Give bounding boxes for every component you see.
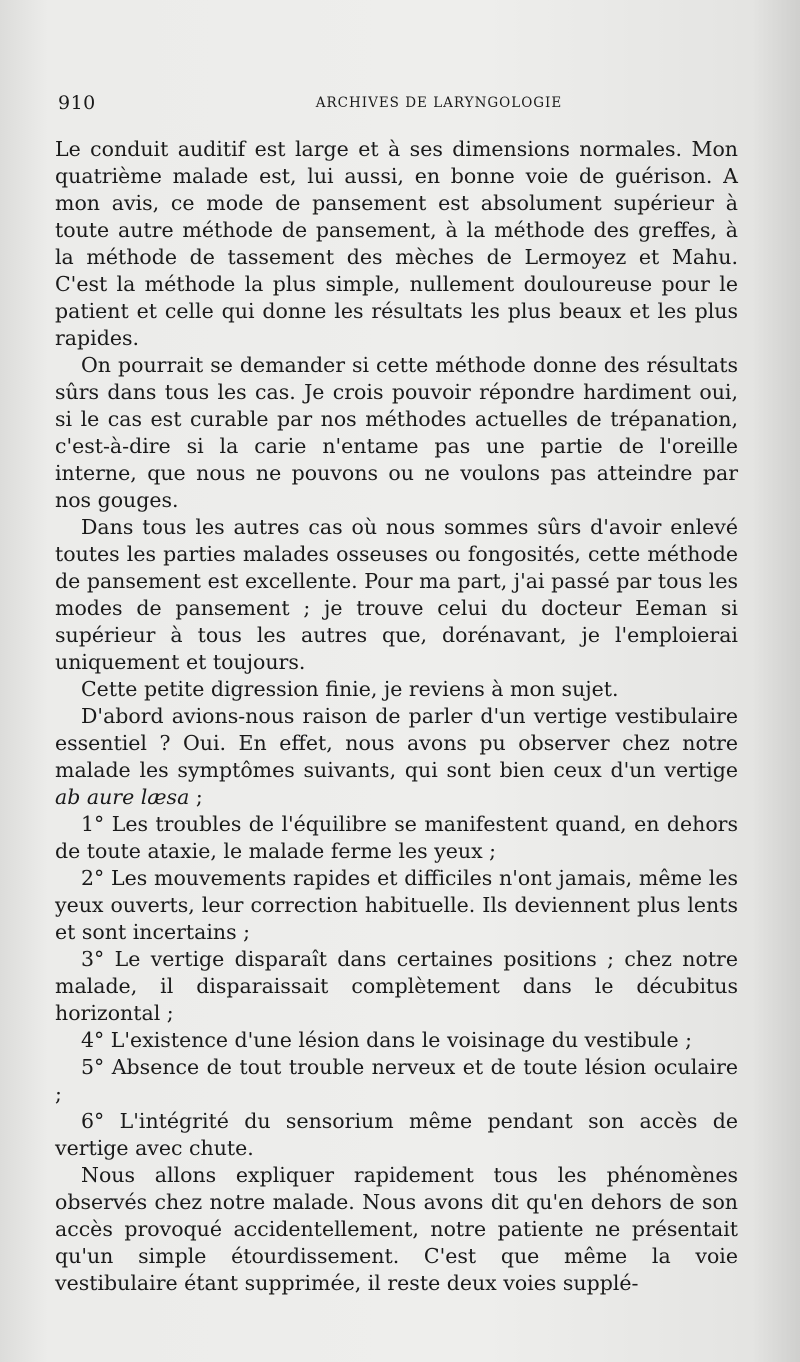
paragraph-text: On pourrait se demander si cette méthode donne des résultats sûrs dans tous les cas. Je crois pouvoir répondre hardiment oui, si le cas est curable par nos méthodes actuelles de trépanation, c'est-à-dire si la carie n'entame pas une partie de l'oreille interne, que nous ne pouvons ou ne voulons pas atteindre par nos gouges.	[55, 353, 738, 512]
paragraph-text: Cette petite digression finie, je reviens à mon sujet.	[81, 677, 619, 701]
paragraph	[55, 1162, 738, 1297]
paragraph	[55, 136, 738, 352]
list-item-text: 1° Les troubles de l'équilibre se manifestent quand, en dehors de toute ataxie, le malade ferme les yeux ;	[55, 812, 738, 863]
list-item	[55, 1108, 738, 1162]
list-item-text: 3° Le vertige disparaît dans certaines positions ; chez notre malade, il disparaissait complètement dans le décubitus horizontal ;	[55, 947, 738, 1025]
paragraph-tail: ;	[189, 785, 203, 809]
paragraph	[55, 352, 738, 514]
page-number: 910	[58, 92, 96, 114]
list-item-text: 6° L'intégrité du sensorium même pendant son accès de vertige avec chute.	[55, 1109, 738, 1160]
running-title: ARCHIVES DE LARYNGOLOGIE	[315, 95, 563, 111]
body-text	[55, 136, 738, 1297]
list-item	[55, 946, 738, 1027]
paragraph	[55, 514, 738, 676]
list-item	[55, 865, 738, 946]
paragraph-text: Le conduit auditif est large et à ses dimensions normales. Mon quatrième malade est, lui aussi, en bonne voie de guérison. A mon avis, ce mode de pansement est absolument supérieur à toute autre méthode de pansement, à la méthode des greffes, à la méthode de tassement des mèches de Lermoyez et Mahu. C'est la méthode la plus simple, nullement douloureuse pour le patient et celle qui donne les résultats les plus beaux et les plus rapides.	[55, 137, 738, 350]
paragraph	[55, 676, 738, 703]
list-item	[55, 1054, 738, 1108]
page-header	[58, 92, 760, 116]
paragraph-text: Nous allons expliquer rapidement tous les phénomènes observés chez notre malade. Nous avons dit qu'en dehors de son accès provoqué accidentellement, notre patiente ne présentait qu'un simple étourdissement. C'est que même la voie vestibulaire étant supprimée, il reste deux voies supplé-	[55, 1163, 738, 1295]
paragraph-text: Dans tous les autres cas où nous sommes sûrs d'avoir enlevé toutes les parties malades osseuses ou fongosités, cette méthode de pansement est excellente. Pour ma part, j'ai passé par tous les modes de pansement ; je trouve celui du docteur Eeman si supérieur à tous les autres que, dorénavant, je l'emploierai uniquement et toujours.	[55, 515, 738, 674]
list-item-text: 4° L'existence d'une lésion dans le voisinage du vestibule ;	[81, 1028, 693, 1052]
list-item-text: 5° Absence de tout trouble nerveux et de toute lésion oculaire ;	[55, 1055, 738, 1106]
list-item	[55, 811, 738, 865]
latin-phrase: ab aure læsa	[55, 785, 190, 809]
paragraph	[55, 703, 738, 811]
paragraph-text: D'abord avions-nous raison de parler d'un vertige vestibulaire essentiel ? Oui. En effet, nous avons pu observer chez notre malade les symptômes suivants, qui sont bien ceux d'un vertige	[55, 704, 738, 782]
list-item	[55, 1027, 738, 1054]
list-item-text: 2° Les mouvements rapides et difficiles n'ont jamais, même les yeux ouverts, leur correction habituelle. Ils deviennent plus lents et sont incertains ;	[55, 866, 738, 944]
